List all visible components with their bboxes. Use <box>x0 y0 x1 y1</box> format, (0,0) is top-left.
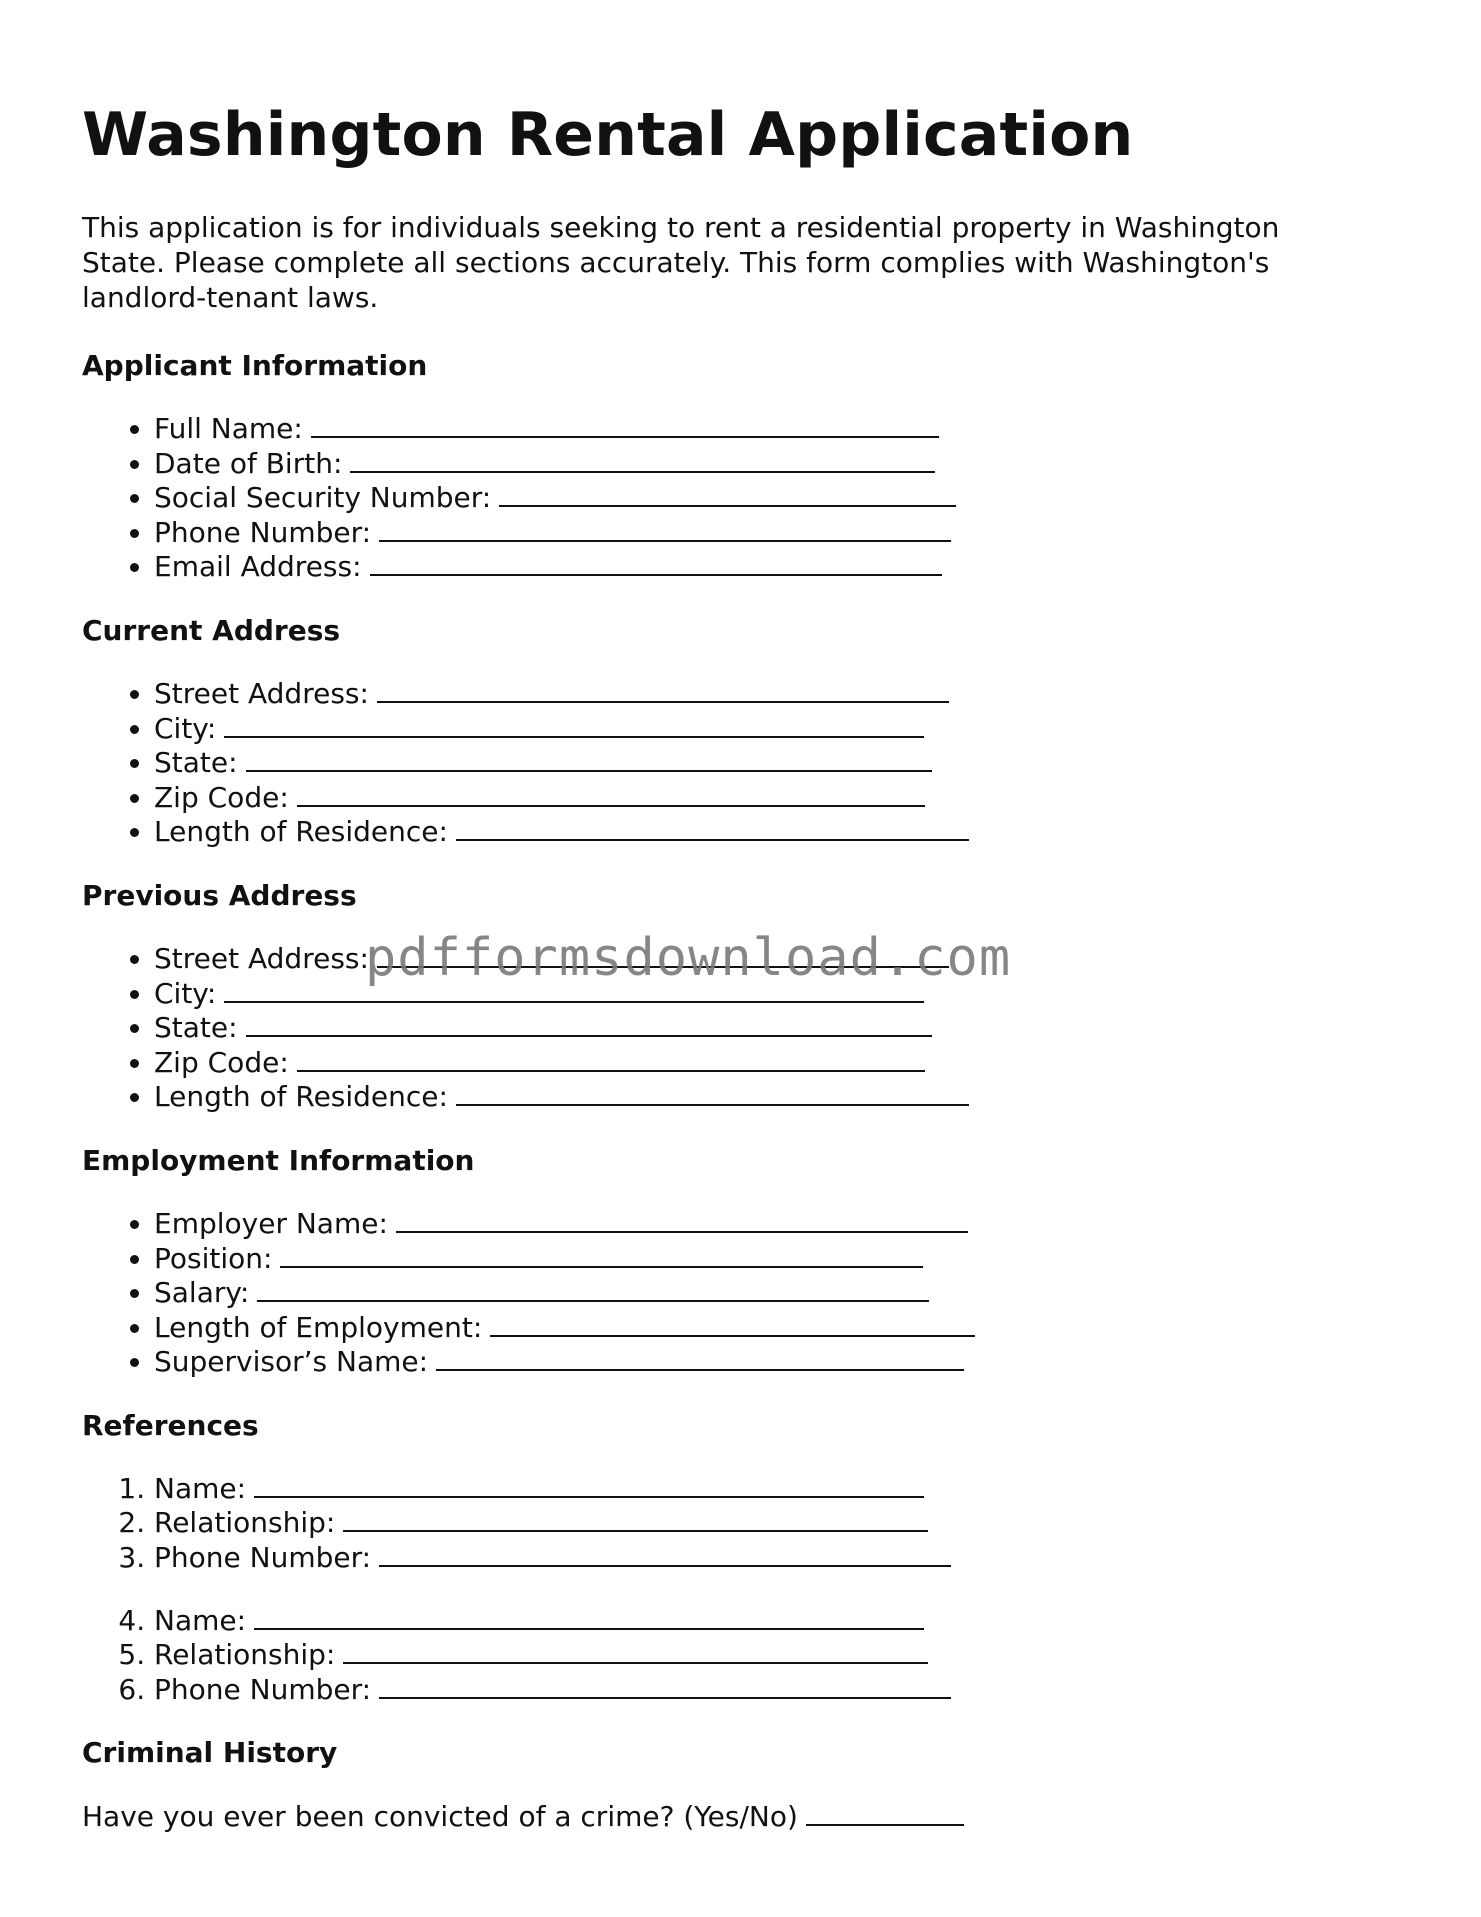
current-street-blank[interactable] <box>377 679 949 703</box>
field-email: • Email Address: <box>154 550 1342 585</box>
field-previous-state: • State: <box>154 1011 1342 1046</box>
position-blank[interactable] <box>280 1244 923 1268</box>
field-full-name: • Full Name: <box>154 412 1342 447</box>
previous-zip-blank[interactable] <box>297 1048 925 1072</box>
applicant-heading: Applicant Information <box>82 349 428 382</box>
field-employer-name: • Employer Name: <box>154 1207 1342 1242</box>
salary-blank[interactable] <box>257 1278 929 1302</box>
date-of-birth-blank[interactable] <box>350 449 935 473</box>
references-group-2 <box>82 1604 1342 1708</box>
employment-heading: Employment Information <box>82 1143 475 1177</box>
field-ssn: • Social Security Number: <box>154 481 1342 516</box>
references-heading: References <box>82 1408 259 1442</box>
employment-fields <box>82 1207 1342 1380</box>
field-current-state: • State: <box>154 746 1342 781</box>
full-name-blank[interactable] <box>311 414 939 438</box>
field-previous-length: • Length of Residence: <box>154 1080 1342 1115</box>
field-ref2-relationship: 5. Relationship: <box>154 1638 1342 1673</box>
criminal-answer-blank[interactable] <box>806 1802 964 1826</box>
field-ref1-phone: 3. Phone Number: <box>154 1541 1342 1576</box>
criminal-history-heading: Criminal History <box>82 1736 338 1770</box>
field-length-of-employment: • Length of Employment: <box>154 1311 1342 1346</box>
length-of-employment-blank[interactable] <box>490 1313 975 1337</box>
page-title: Washington Rental Application <box>82 100 1134 170</box>
current-state-blank[interactable] <box>246 748 932 772</box>
current-city-blank[interactable] <box>224 714 924 738</box>
ref2-name-blank[interactable] <box>254 1606 924 1630</box>
field-current-street: • Street Address: <box>154 677 1342 712</box>
supervisor-name-blank[interactable] <box>436 1347 964 1371</box>
previous-address-heading: Previous Address <box>82 878 357 912</box>
field-supervisor-name: • Supervisor’s Name: <box>154 1345 1342 1380</box>
field-position: • Position: <box>154 1242 1342 1277</box>
ssn-blank[interactable] <box>499 483 956 507</box>
watermark: pdfformsdownload.com <box>365 928 1012 988</box>
ref1-phone-blank[interactable] <box>379 1543 951 1567</box>
previous-state-blank[interactable] <box>246 1013 932 1037</box>
field-current-length: • Length of Residence: <box>154 815 1342 850</box>
field-ref1-relationship: 2. Relationship: <box>154 1506 1342 1541</box>
field-previous-zip: • Zip Code: <box>154 1046 1342 1081</box>
field-date-of-birth: • Date of Birth: <box>154 447 1342 482</box>
ref1-name-blank[interactable] <box>254 1474 924 1498</box>
current-zip-blank[interactable] <box>297 783 925 807</box>
ref2-relationship-blank[interactable] <box>343 1640 928 1664</box>
current-address-heading: Current Address <box>82 613 341 647</box>
criminal-question: Have you ever been convicted of a crime? (Yes/No) <box>82 1799 1342 1835</box>
phone-blank[interactable] <box>379 518 951 542</box>
field-current-zip: • Zip Code: <box>154 781 1342 816</box>
employer-name-blank[interactable] <box>396 1209 968 1233</box>
field-ref1-name: 1. Name: <box>154 1472 1342 1507</box>
previous-length-blank[interactable] <box>456 1082 969 1106</box>
field-phone: • Phone Number: <box>154 516 1342 551</box>
field-current-city: • City: <box>154 712 1342 747</box>
field-salary: • Salary: <box>154 1276 1342 1311</box>
current-length-blank[interactable] <box>456 817 969 841</box>
ref2-phone-blank[interactable] <box>379 1675 951 1699</box>
field-ref2-name: 4. Name: <box>154 1604 1342 1639</box>
field-previous-street: • Street Address: <box>154 942 1342 977</box>
references-group-1 <box>82 1472 1342 1576</box>
intro-paragraph: This application is for individuals seeking to rent a residential property in Washington State. Please complete all sections accurately. This form complies with Washington's landlord-tenant laws. <box>82 211 1280 314</box>
field-previous-city: • City: <box>154 977 1342 1012</box>
field-ref2-phone: 6. Phone Number: <box>154 1673 1342 1708</box>
current-address-fields <box>82 677 1342 850</box>
applicant-fields <box>82 412 1342 585</box>
ref1-relationship-blank[interactable] <box>343 1508 928 1532</box>
email-blank[interactable] <box>370 552 942 576</box>
